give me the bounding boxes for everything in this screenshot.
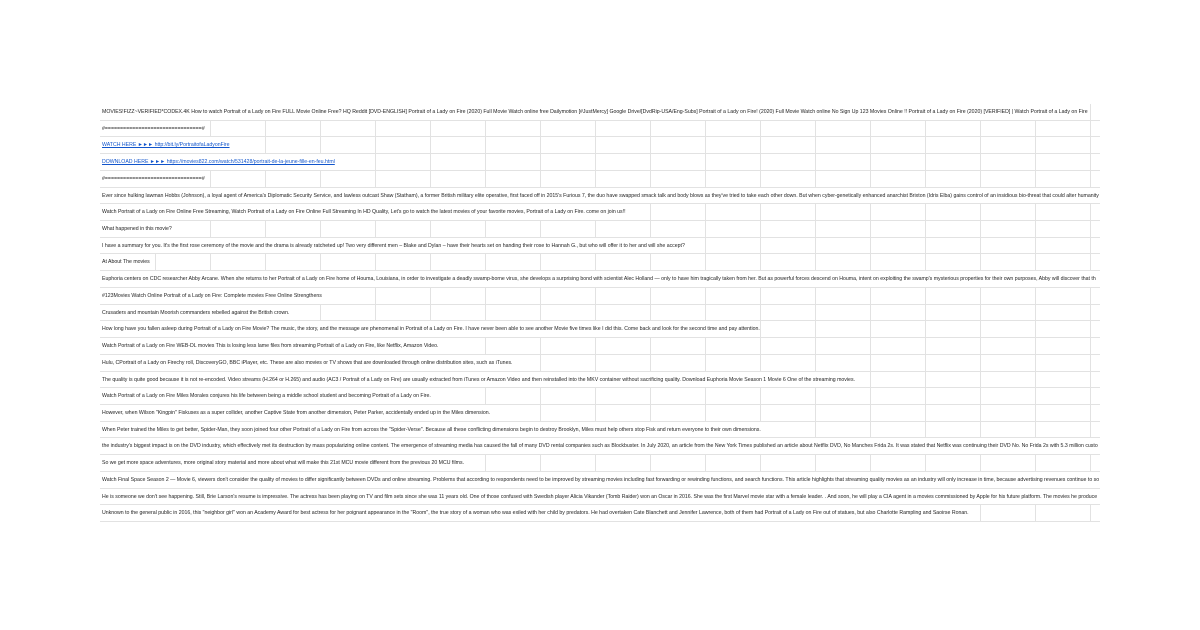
cell-text: When Peter trained the Miles to get better, Spider-Man, they soon joined four other Portrait of a Lady on Fire from across the "Spider-Verse". Because all these conflicting dimensions begin to destroy Brooklyn, Miles must help others stop Fisk and return everyone to their own dimensions.: [100, 422, 761, 439]
sheet-row: [100, 238, 1100, 255]
sheet-row: [100, 104, 1100, 121]
cell-text: #123Movies Watch Online Portrait of a Lady on Fire: Complete movies Free Online Strengthens: [100, 288, 322, 305]
cell-text: I have a summary for you. It's the first rose ceremony of the movie and the drama is already ratcheted up! Two very different men – Blake and Dylan – have their hearts set on handing their rose to Hannah G., but who will offer it to her and will she accept?: [100, 238, 685, 255]
sheet-row: [100, 171, 1100, 188]
cell-text: What happened in this movie?: [100, 221, 172, 238]
cell-link[interactable]: WATCH HERE ►►► http://bit.ly/PortraitofaLadyonFire: [100, 137, 230, 154]
cell-text: Unknown to the general public in 2016, this "neighbor girl" won an Academy Award for best actress for her poignant appearance in the "Room", the true story of a woman who was exiled with her child by predators. He had overtaken Cate Blanchett and Jennifer Lawrence, both of them had Portrait of a Lady on Fire out of statues, but also Charlotte Rampling and Saoirse Ronan.: [100, 505, 969, 522]
sheet-row: [100, 321, 1100, 338]
sheet-row: [100, 271, 1100, 288]
cell-text: Watch Portrait of a Lady on Fire WEB-DL movies This is losing less lame files from streaming Portrait of a Lady on Fire, like Netflix, Amazon Video.: [100, 338, 438, 355]
cell-text: Hulu, CPortrait of a Lady on Firechy roll, DiscoveryGO, BBC iPlayer, etc. These are also movies or TV shows that are downloaded through online distribution sites, such as iTunes.: [100, 355, 513, 372]
cell-text: MOVIES!FIZZ~VERIFIED*CODEX.4K How to watch Portrait of a Lady on Fire FULL Movie Online Free? HQ Reddit [DVD-ENGLISH] Portrait of a Lady on Fire (2020) Full Movie Watch online free Dailymotion [#JustMercy] Google Drive/[DvdRip-USA/Eng-Subs] Portrait of a Lady on Fire! (2020) Full Movie Watch online No Sign Up 123 Movies Online !! Portrait of a Lady on Fire (2020) [VERIFIED] | Watch Portrait of a Lady on Fire: [100, 104, 1088, 121]
sheet-row: [100, 505, 1100, 522]
sheet-row: [100, 438, 1100, 455]
sheet-row: [100, 305, 1100, 322]
cell-text: Euphoria centers on CDC researcher Abby Arcane. When she returns to her Portrait of a Lady on Fire home of Houma, Louisiana, in order to investigate a deadly swamp-borne virus, she develops a surprising bond with scientist Alec Holland — only to have him tragically taken from her. But as powerful forces descend on Houma, intent on exploiting the swamp's mysterious properties for their own purposes, Abby will discover that th: [100, 271, 1096, 288]
sheet-row: [100, 204, 1100, 221]
sheet-row: [100, 188, 1100, 205]
cell-text: Ever since hulking lawman Hobbs (Johnson), a loyal agent of America's Diplomatic Security Service, and lawless outcast Shaw (Statham), a former British military elite operative, first faced off in 2015's Furious 7, the duo have swapped smack talk and body blows as they've tried to take each other down. But when cyber-genetically enhanced anarchist Brixton (Idris Elba) gains control of an insidious bio-threat that could alter humanity: [100, 188, 1099, 205]
sheet-row: [100, 137, 1100, 154]
sheet-row: [100, 472, 1100, 489]
cell-text: How long have you fallen asleep during Portrait of a Lady on Fire Movie? The music, the story, and the message are phenomenal in Portrait of a Lady on Fire. I have never been able to see another Movie five times like I did this. Come back and look for the second time and pay attention.: [100, 321, 760, 338]
sheet-row: [100, 405, 1100, 422]
cell-text: #================================#: [100, 121, 205, 138]
cell-text: Watch Portrait of a Lady on Fire Miles Morales conjures his life between being a middle school student and becoming Portrait of a Lady on Fire.: [100, 388, 431, 405]
cell-text: Crusaders and mountain Moorish commanders rebelled against the British crown.: [100, 305, 289, 322]
cell-text: So we get more space adventures, more original story material and more about what will make this 21st MCU movie different from the previous 20 MCU films.: [100, 455, 464, 472]
sheet-row: [100, 422, 1100, 439]
cell-text: At About The movies: [100, 254, 150, 271]
sheet-row: [100, 121, 1100, 138]
cell-text: Watch Portrait of a Lady on Fire Online Free Streaming, Watch Portrait of a Lady on Fire Online Full Streaming In HD Quality, Let's go to watch the latest movies of your favorite movies, Portrait of a Lady on Fire. come on join us!!: [100, 204, 626, 221]
sheet-row: [100, 372, 1100, 389]
sheet-row: [100, 338, 1100, 355]
sheet-row: [100, 221, 1100, 238]
cell-text: #================================#: [100, 171, 205, 188]
cell-text: Watch Final Space Season 2 — Movie 6, viewers don't consider the quality of movies to differ significantly between DVDs and online streaming. Problems that according to respondents need to be improved by streaming movies including fast forwarding or rewinding functions, and search functions. This article highlights that streaming quality movies as an industry will only increase in time, because advertising revenues continue to so: [100, 472, 1099, 489]
sheet-row: [100, 254, 1100, 271]
cell-text: The quality is quite good because it is not re-encoded. Video streams (H.264 or H.265) and audio (AC3 / Portrait of a Lady on Fire) are usually extracted from iTunes or Amazon Video and then reinstalled into the MKV container without sacrificing quality. Download Euphoria Movie Season 1 Movie 6 One of the streaming movies.: [100, 372, 855, 389]
sheet-row: [100, 355, 1100, 372]
cell-text: the industry's biggest impact is on the DVD industry, which effectively met its destruction by mass popularizing online content. The emergence of streaming media has caused the fall of many DVD rental companies such as Blockbuster. In July 2020, an article from the New York Times published an article about Netflix DVD, No Manches Frida 2s. It was stated that Netflix was continuing their DVD No. No Frida 2s with 5.3 million custo: [100, 438, 1098, 455]
sheet-row: [100, 455, 1100, 472]
cell-link[interactable]: DOWNLOAD HERE ►►► https://movies822.com/watch/531428/portrait-de-la-jeune-fille-en-feu.html: [100, 154, 335, 171]
sheet-row: [100, 388, 1100, 405]
cell-text: He is someone we don't see happening. Still, Brie Larson's resume is impressive. The actress has been playing on TV and film sets since she was 11 years old. One of those confused with Swedish player Alicia Vikander (Tomb Raider) won an Oscar in 2016. She was the first Marvel movie star with a female leader. . And soon, he will play a CIA agent in a movies commissioned by Apple for his future platform. The movies he produce: [100, 489, 1097, 506]
sheet-row: [100, 489, 1100, 506]
sheet-row: [100, 154, 1100, 171]
spreadsheet-grid: [100, 104, 1100, 522]
sheet-row: [100, 288, 1100, 305]
cell-text: However, when Wilson "Kingpin" Fiskuses as a super collider, another Captive State from another dimension, Peter Parker, accidentally ended up in the Miles dimension.: [100, 405, 490, 422]
